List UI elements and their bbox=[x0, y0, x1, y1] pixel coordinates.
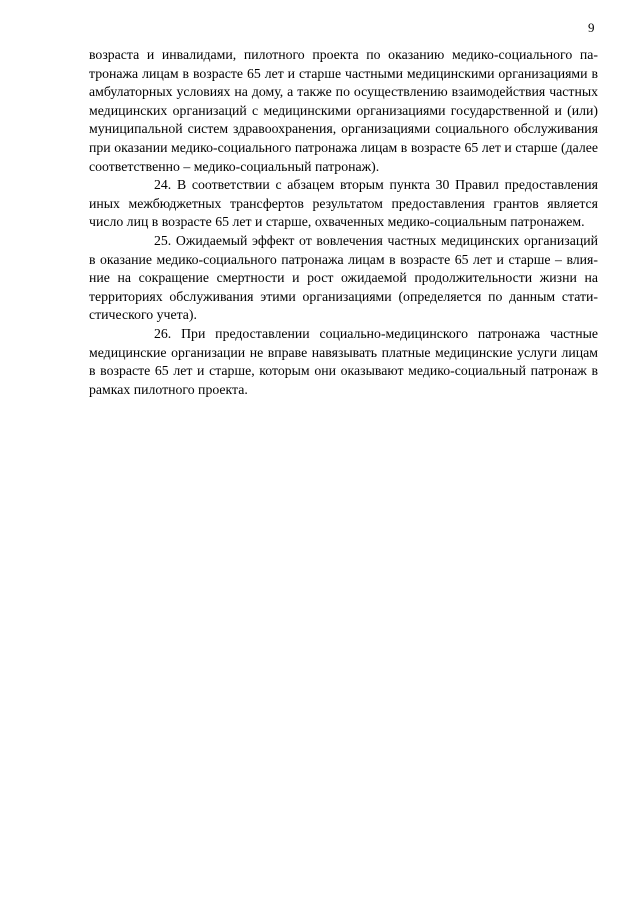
paragraph-26: 26. При предоставлении социально-медицинского патронажа частные медицинские организации не вправе навязывать платные медицинские услуги лицам в возрасте 65 лет и старше, которым они оказывают медико-социальный патронаж в рамках пилотного проекта. bbox=[89, 325, 598, 397]
document-body bbox=[89, 46, 598, 399]
paragraph-continuation: возраста и инвалидами, пилотного проекта по оказанию медико-социального патронажа лицам в возрасте 65 лет и старше частными медицинскими организациями в амбулаторных условиях на дому, а также по осуществлению взаимодействия частных медицинских организаций с медицинскими организациями государственной и (или) муниципальной систем здравоохранения, организациями социального обслуживания при оказании медико-социального патронажа лицам в возрасте 65 лет и старше (далее соответственно – медико-социальный патронаж). bbox=[89, 47, 598, 174]
paragraph-24: 24. В соответствии с абзацем вторым пункта 30 Правил предоставления иных межбюджетных трансфертов результатом предоставления грантов является число лиц в возрасте 65 лет и старше, охваченных медико-социальным патронажем. bbox=[89, 177, 598, 230]
page-number: 9 bbox=[588, 20, 595, 35]
paragraph-25: 25. Ожидаемый эффект от вовлечения частных медицинских организаций в оказание медико-социального патронажа лицам в возрасте 65 лет и старше – влияние на сокращение смертности и рост ожидаемой продолжительности жизни на территориях обслуживания этими организациями (определяется по данным статистического учета). bbox=[89, 232, 598, 323]
